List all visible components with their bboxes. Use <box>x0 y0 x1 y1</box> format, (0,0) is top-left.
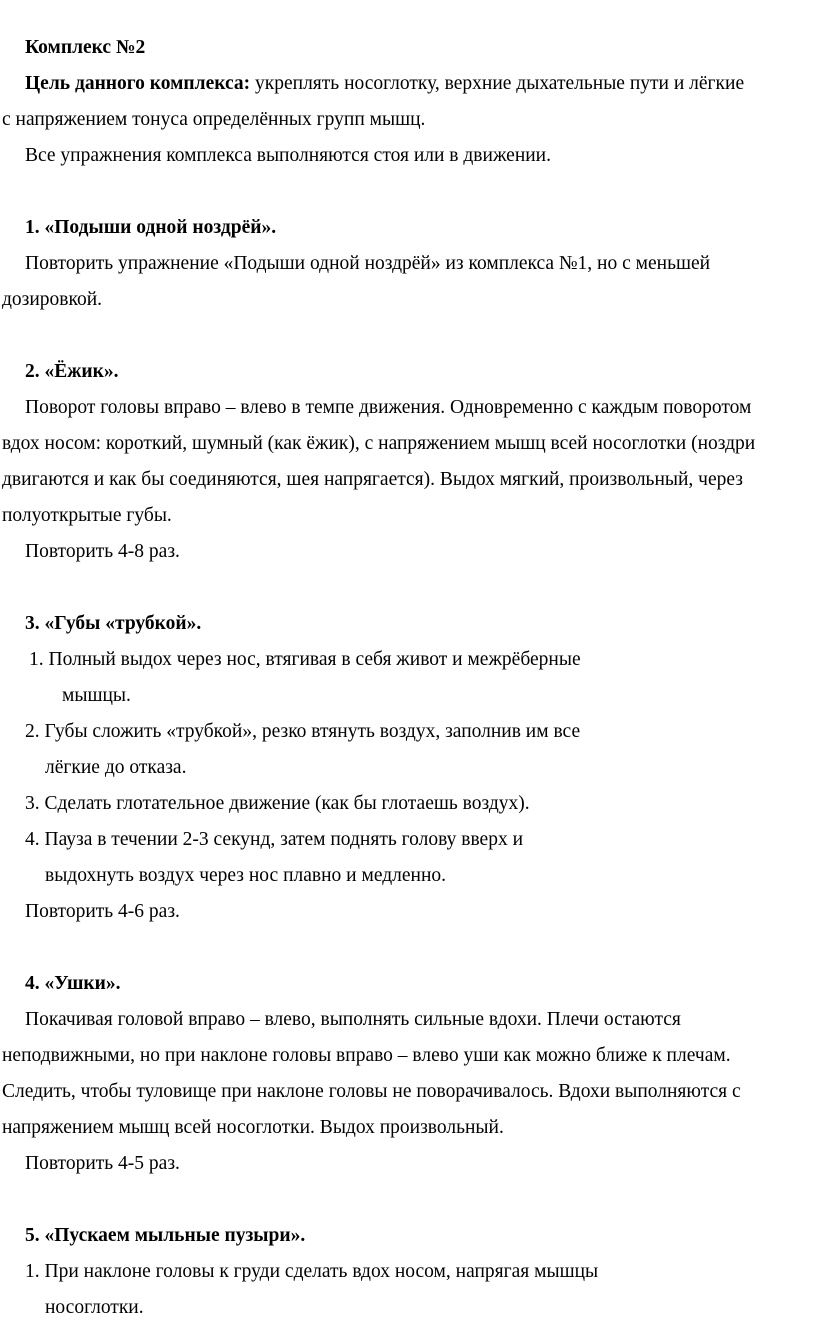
exercise-1-line: дозировкой. <box>2 289 103 310</box>
goal-line-1 <box>0 66 816 102</box>
exercise-2-line: Поворот головы вправо – влево в темпе движения. Одновременно с каждым поворотом <box>25 397 752 418</box>
exercise-1-heading: 1. «Подыши одной ноздрёй». <box>25 217 277 238</box>
exercise-5-step-cont: носоглотки. <box>45 1297 144 1318</box>
exercise-3-step-cont: выдохнуть воздух через нос плавно и медленно. <box>45 865 447 886</box>
exercise-3-step-cont: мышцы. <box>62 685 131 706</box>
document-page <box>0 30 816 1326</box>
intro-paragraph: Все упражнения комплекса выполняются стоя или в движении. <box>25 145 551 166</box>
exercise-3-step-cont: лёгкие до отказа. <box>45 757 187 778</box>
exercise-2-line: вдох носом: короткий, шумный (как ёжик), с напряжением мышц всей носоглотки (ноздри <box>2 433 756 454</box>
exercise-3-repeat: Повторить 4-6 раз. <box>25 901 180 922</box>
goal-text: укреплять носоглотку, верхние дыхательные пути и лёгкие <box>250 73 745 94</box>
exercise-3-step: 1. Полный выдох через нос, втягивая в себя живот и межрёберные <box>29 649 581 670</box>
spacer <box>0 174 816 210</box>
exercise-4-line: Следить, чтобы туловище при наклоне головы не поворачивалось. Вдохи выполняются с <box>2 1081 741 1102</box>
exercise-4-heading: 4. «Ушки». <box>25 973 121 994</box>
exercise-4-line: неподвижными, но при наклоне головы вправо – влево уши как можно ближе к плечам. <box>2 1045 731 1066</box>
exercise-3-step: 3. Сделать глотательное движение (как бы глотаешь воздух). <box>25 793 530 814</box>
exercise-2-line: двигаются и как бы соединяются, шея напрягается). Выдох мягкий, произвольный, через <box>2 469 743 490</box>
exercise-5-heading: 5. «Пускаем мыльные пузыри». <box>25 1225 306 1246</box>
spacer <box>0 318 816 354</box>
exercise-4-line: Покачивая головой вправо – влево, выполнять сильные вдохи. Плечи остаются <box>25 1009 681 1030</box>
exercise-3-heading: 3. «Губы «трубкой». <box>25 613 202 634</box>
spacer <box>0 1182 816 1218</box>
exercise-4-line: напряжением мышц всей носоглотки. Выдох произвольный. <box>2 1117 504 1138</box>
exercise-2-heading: 2. «Ёжик». <box>25 361 119 382</box>
spacer <box>0 930 816 966</box>
exercise-3-step: 4. Пауза в течении 2-3 секунд, затем поднять голову вверх и <box>25 829 524 850</box>
goal-label: Цель данного комплекса: <box>25 73 251 94</box>
exercise-4-repeat: Повторить 4-5 раз. <box>25 1153 180 1174</box>
exercise-2-line: полуоткрытые губы. <box>2 505 172 526</box>
exercise-2-repeat: Повторить 4-8 раз. <box>25 541 180 562</box>
exercise-3-step: 2. Губы сложить «трубкой», резко втянуть воздух, заполнив им все <box>25 721 581 742</box>
exercise-5-step: 1. При наклоне головы к груди сделать вдох носом, напрягая мышцы <box>25 1261 599 1282</box>
spacer <box>0 570 816 606</box>
goal-line-2: с напряжением тонуса определённых групп мышц. <box>2 109 426 130</box>
document-title: Комплекс №2 <box>25 37 146 58</box>
exercise-1-line: Повторить упражнение «Подыши одной ноздрёй» из комплекса №1, но с меньшей <box>25 253 711 274</box>
